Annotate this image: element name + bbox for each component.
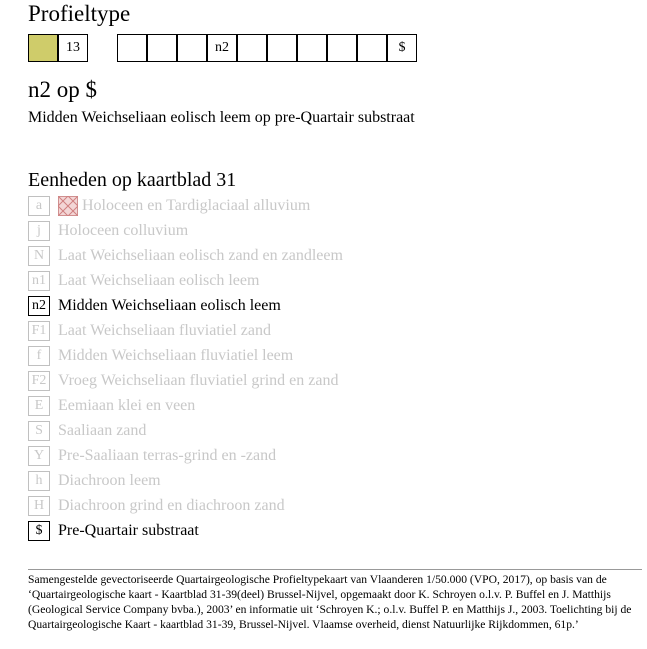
unit-label: Laat Weichseliaan fluviatiel zand (58, 322, 271, 339)
unit-label: Pre-Saaliaan terras-grind en -zand (58, 447, 277, 464)
unit-code-box: h (28, 471, 50, 491)
unit-label: Vroeg Weichseliaan fluviatiel grind en zand (58, 372, 339, 389)
unit-row (28, 245, 343, 267)
profile-cell: 13 (58, 34, 88, 62)
unit-row (28, 395, 195, 417)
unit-code-box: a (28, 196, 50, 216)
unit-row (28, 520, 199, 542)
profile-cell: n2 (207, 34, 237, 62)
unit-code-box: n2 (28, 296, 50, 316)
profile-cell (237, 34, 267, 62)
unit-row (28, 470, 161, 492)
unit-label: Laat Weichseliaan eolisch zand en zandleem (58, 247, 343, 264)
units-heading: Eenheden op kaartblad 31 (28, 169, 237, 191)
unit-row (28, 370, 338, 392)
unit-label: Midden Weichseliaan eolisch leem (58, 297, 281, 314)
unit-code-box: n1 (28, 271, 50, 291)
unit-code-box: F1 (28, 321, 50, 341)
profile-cell (147, 34, 177, 62)
unit-row (28, 345, 293, 367)
unit-code-box: $ (28, 521, 50, 541)
unit-row (28, 195, 310, 217)
hatch-icon (58, 196, 78, 216)
page-title: Profieltype (28, 1, 131, 26)
profile-cell (327, 34, 357, 62)
profile-cell (297, 34, 327, 62)
unit-row (28, 320, 271, 342)
unit-label: Holoceen en Tardiglaciaal alluvium (82, 197, 311, 214)
unit-label: Holoceen colluvium (58, 222, 189, 239)
unit-code-box: j (28, 221, 50, 241)
profile-cell (117, 34, 147, 62)
unit-code-box: F2 (28, 371, 50, 391)
unit-code-box: N (28, 246, 50, 266)
unit-label: Saaliaan zand (58, 422, 147, 439)
unit-label: Diachroon grind en diachroon zand (58, 497, 285, 514)
unit-row (28, 445, 276, 467)
profile-cell (267, 34, 297, 62)
profile-description: Midden Weichseliaan eolisch leem op pre-Quartair substraat (28, 109, 415, 126)
unit-row (28, 220, 188, 242)
unit-label: Eemiaan klei en veen (58, 397, 196, 414)
unit-row (28, 495, 285, 517)
unit-label: Laat Weichseliaan eolisch leem (58, 272, 260, 289)
profile-code-heading: n2 op $ (28, 77, 97, 102)
unit-label: Pre-Quartair substraat (58, 522, 199, 539)
unit-row (28, 270, 259, 292)
unit-code-box: H (28, 496, 50, 516)
unit-row (28, 420, 146, 442)
unit-label: Diachroon leem (58, 472, 161, 489)
footer-divider (28, 569, 642, 570)
unit-label: Midden Weichseliaan fluviatiel leem (58, 347, 294, 364)
unit-code-box: E (28, 396, 50, 416)
unit-code-box: S (28, 421, 50, 441)
profile-color-swatch (28, 34, 58, 62)
profile-cell (357, 34, 387, 62)
profile-cell: $ (387, 34, 417, 62)
unit-code-box: Y (28, 446, 50, 466)
unit-row (28, 295, 281, 317)
profile-cell (177, 34, 207, 62)
unit-code-box: f (28, 346, 50, 366)
footer-note: Samengestelde gevectoriseerde Quartairgeologische Profieltypekaart van Vlaanderen 1/50.000 (VPO, 2017), op basis van de ‘Quartairgeologische kaart - Kaartblad 31-39(deel) Brussel-Nijvel, opgemaakt door K. Schroyen o.l.v. P. Buffel en J. Matthijs (Geological Service Company bvba.), 2003’ en informatie uit ‘Schroyen K.; o.l.v. Buffel P. en Matthijs J., 2003. Toelichting bij de Quartairgeologische Kaart - kaartblad 31-39, Brussel-Nijvel. Vlaamse overheid, dienst Natuurlijke Rijkdommen, 61p.’ (28, 573, 632, 631)
